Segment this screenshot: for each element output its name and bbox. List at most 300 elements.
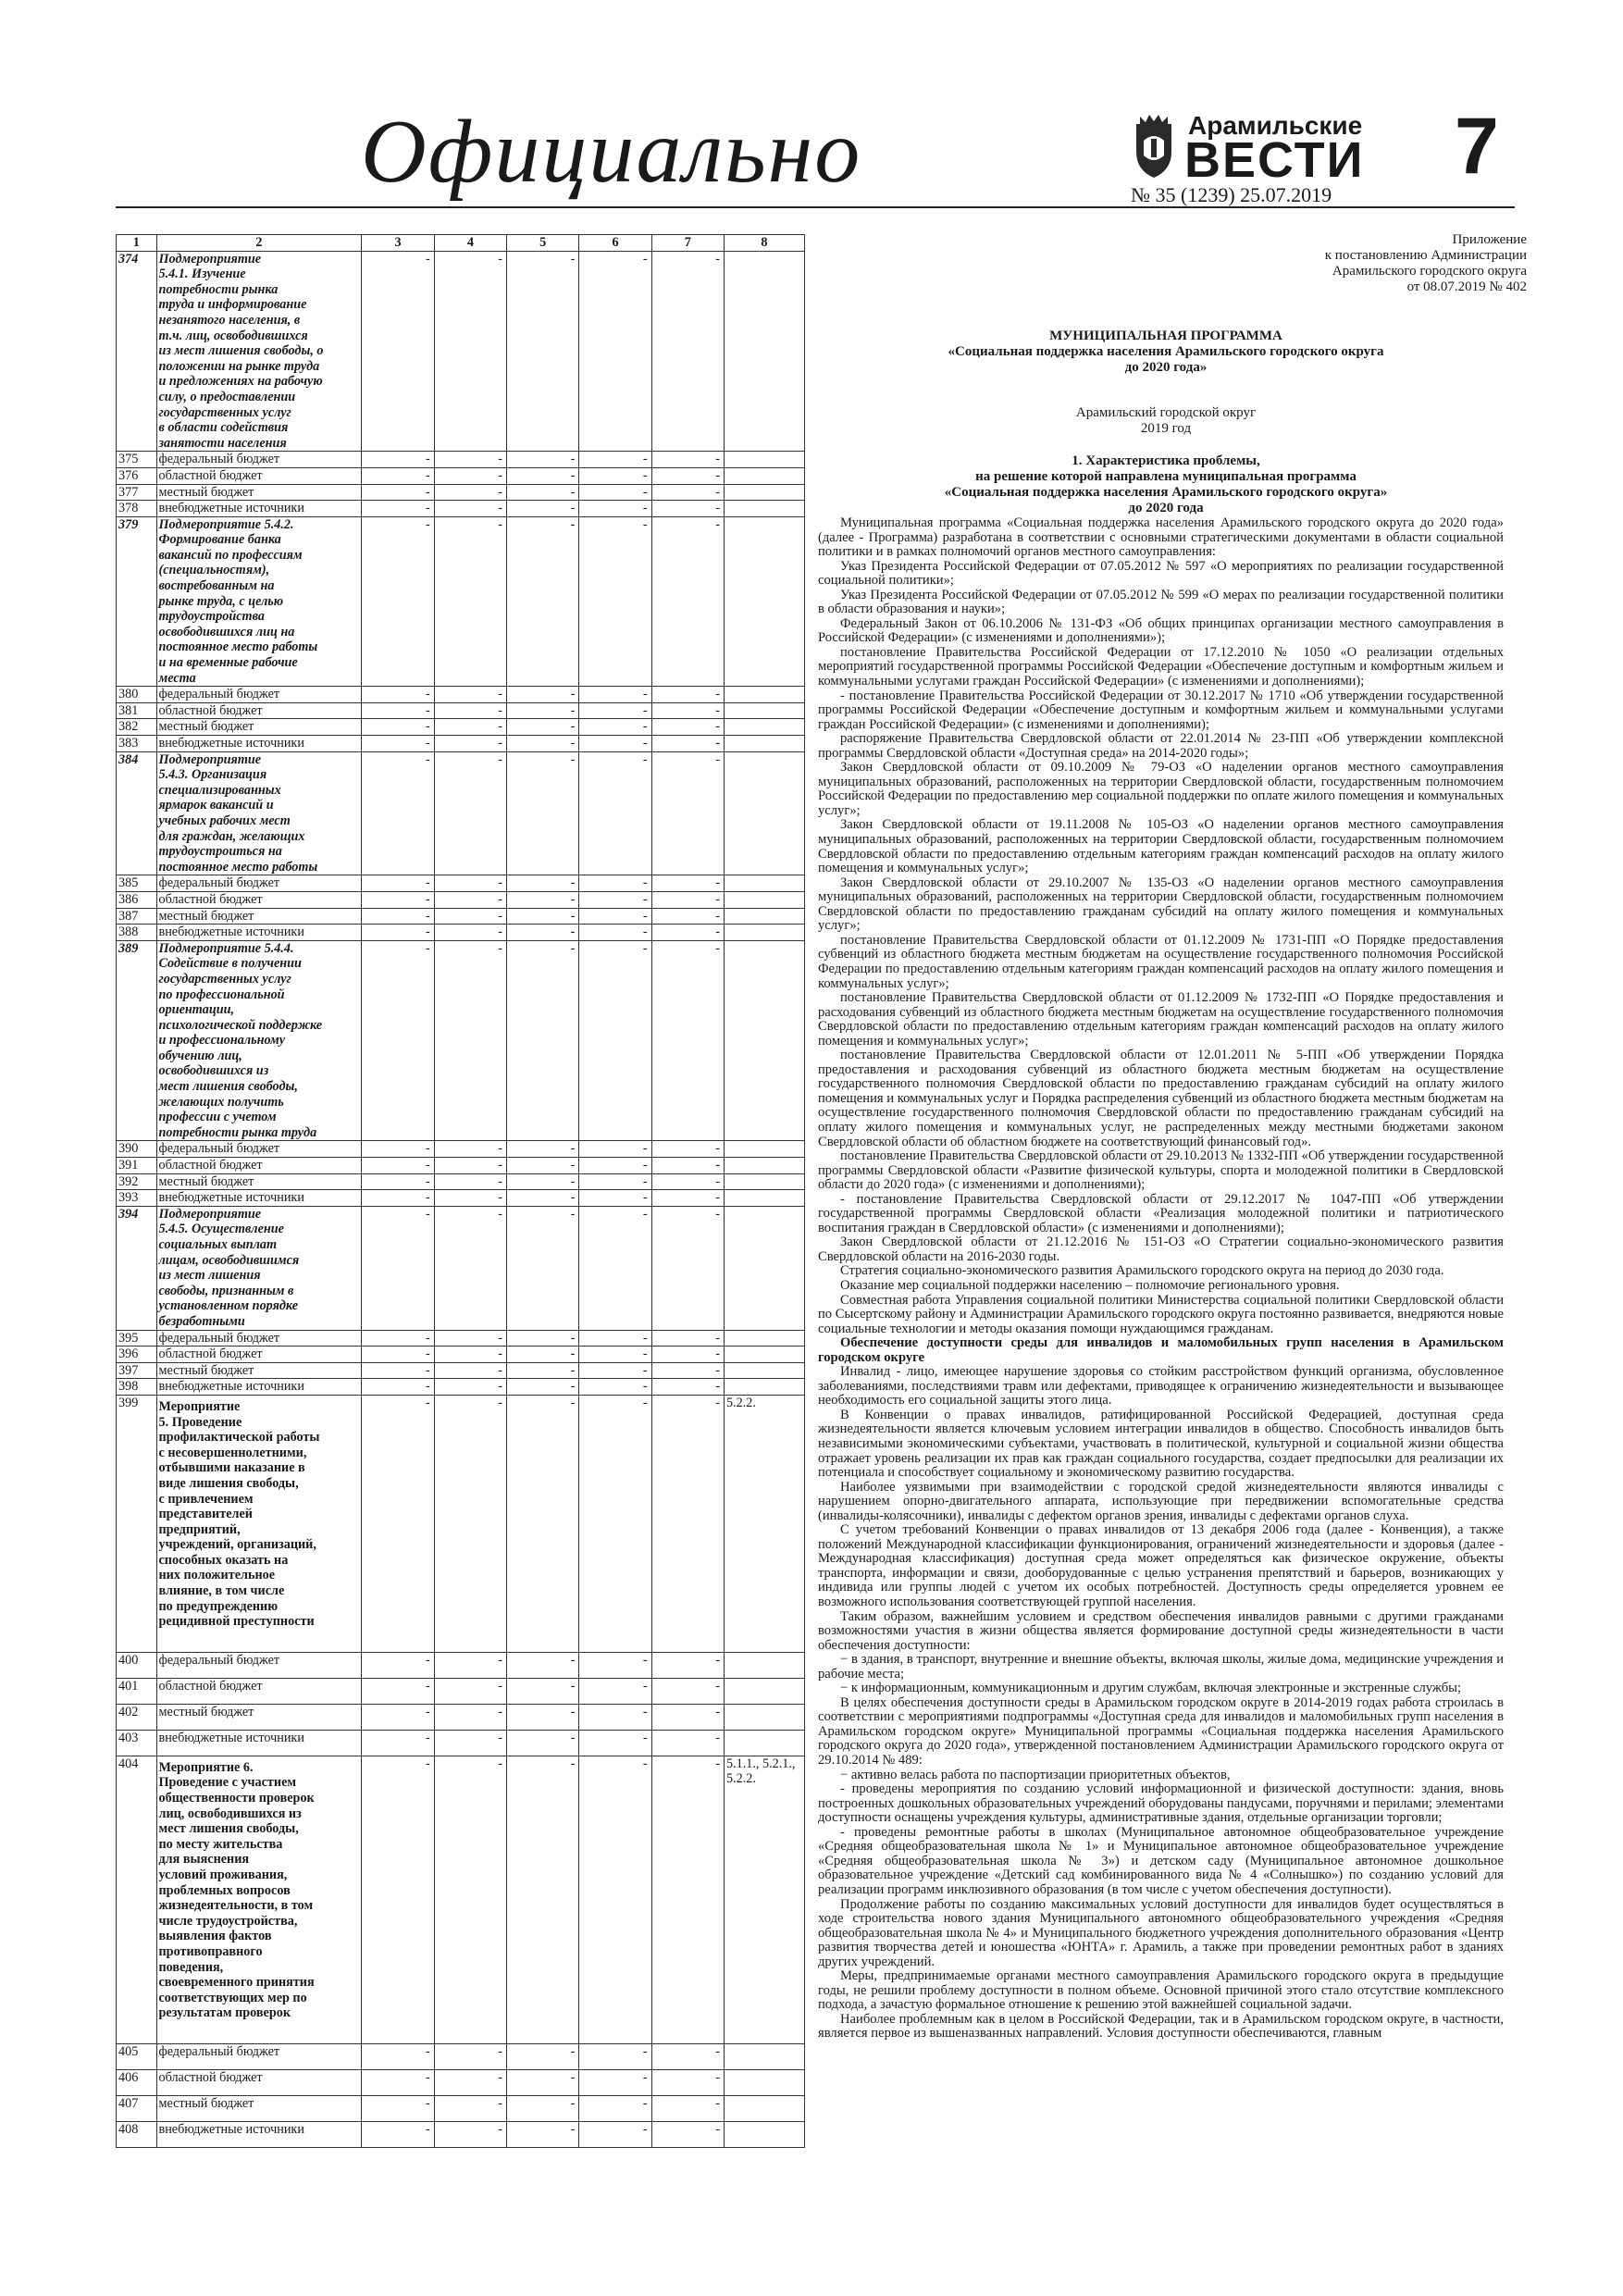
- row-name: федеральный бюджет: [156, 1330, 362, 1347]
- paragraph: Стратегия социально-экономического развития Арамильского городского округа на период до 2030 года.: [840, 1263, 1444, 1279]
- row-number: 401: [117, 1678, 157, 1704]
- value-cell: -: [579, 2043, 651, 2069]
- paragraph: Инвалид - лицо, имеющее нарушение здоровья со стойким расстройством функций организма, обусловленное заболеваниями, последствиями травм или дефектами, приводящее к ограничению жизнедеятельности и вызывающее необходимость его социальной защиты этого лица.: [818, 1364, 1504, 1409]
- target-ref-cell: [724, 1652, 804, 1678]
- value-cell: -: [362, 1756, 434, 2043]
- paragraph: распоряжение Правительства Свердловской области от 22.01.2014 № 23-ПП «Об утверждении комплексной программы Свердловской области «Доступная среда» на 2014-2020 годы»;: [818, 731, 1504, 761]
- value-cell: -: [579, 452, 651, 468]
- target-ref-cell: [724, 751, 804, 875]
- value-cell: -: [507, 1141, 579, 1158]
- table-row: [117, 1730, 805, 1756]
- value-cell: -: [579, 1704, 651, 1730]
- value-cell: -: [651, 1756, 724, 2043]
- program-title: МУНИЦИПАЛЬНАЯ ПРОГРАММА «Социальная поддержка населения Арамильского городского округа до 2020 года»: [948, 329, 1384, 375]
- row-name: Мероприятие 6. Проведение с участием общественности проверок лиц, освободившихся из мест лишения свободы, по месту жительства для выяснения условий проживания, проблемных вопросов жизнедеятельности, в том числе трудоустройства, выявления фактов противоправного поведения, своевременного принятия соответствующих мер по результатам проверок: [156, 1756, 362, 2043]
- row-number: 407: [117, 2095, 157, 2121]
- table-row: [117, 2043, 805, 2069]
- value-cell: -: [507, 1678, 579, 1704]
- value-cell: -: [507, 484, 579, 501]
- value-cell: -: [651, 1141, 724, 1158]
- table-row: [117, 251, 805, 452]
- newspaper-logo: [1131, 111, 1365, 188]
- paragraph: С учетом требований Конвенции о правах инвалидов от 13 декабря 2006 года (далее - Конвенция), а также положений Международной классификации функционирования, ограничений жизнедеятельности и здоровья (далее - Международная классификация) доступная среда может определяться как физическое окружение, объекты транспорта, информации и связи, дооборудованные с целью устранения препятствий и барьеров, возникающих у индивида или группы людей с учетом их особых потребностей. Доступность среды определяется уровнем ее возможного использования соответствующей группой населения.: [818, 1522, 1504, 1610]
- row-number: 382: [117, 719, 157, 736]
- value-cell: -: [651, 1678, 724, 1704]
- table-row: [117, 1678, 805, 1704]
- row-number: 396: [117, 1347, 157, 1363]
- value-cell: -: [507, 1704, 579, 1730]
- value-cell: -: [434, 1347, 506, 1363]
- value-cell: -: [579, 940, 651, 1141]
- target-ref-cell: [724, 1330, 804, 1347]
- target-ref-cell: [724, 251, 804, 452]
- paragraph: постановление Правительства Свердловской области от 12.01.2011 № 5-ПП «Об утверждении Порядка предоставления и расходования субвенций из областного бюджета местным бюджетам на осуществление государственного полномочия Свердловской области по предоставлению гражданам субсидий на оплату жилого помещения и коммунальных услуг и Порядка распределения субвенций из областного бюджета местным бюджетам на осуществление государственного полномочия Свердловской области по предоставлению гражданам субсидий на оплату жилого помещения и коммунальных услуг, не распределенных между местными бюджетами законом Свердловской области об областном бюджете на соответствующий финансовый год».: [818, 1048, 1504, 1149]
- value-cell: -: [434, 2069, 506, 2095]
- value-cell: -: [651, 452, 724, 468]
- target-ref-cell: [724, 1190, 804, 1207]
- target-ref-cell: [724, 2095, 804, 2121]
- row-name: областной бюджет: [156, 702, 362, 719]
- target-ref-cell: [724, 1730, 804, 1756]
- value-cell: -: [507, 908, 579, 925]
- value-cell: -: [362, 467, 434, 484]
- value-cell: -: [434, 751, 506, 875]
- value-cell: -: [579, 1330, 651, 1347]
- value-cell: -: [362, 484, 434, 501]
- row-name: местный бюджет: [156, 719, 362, 736]
- value-cell: -: [434, 2043, 506, 2069]
- value-cell: -: [651, 875, 724, 892]
- value-cell: -: [507, 2095, 579, 2121]
- row-name: федеральный бюджет: [156, 1141, 362, 1158]
- paragraph: Наиболее проблемным как в целом в Российской Федерации, так и в Арамильском городском округе, в частности, является первое из вышеназванных направлений. Условия доступности обеспечиваются, главным: [818, 2011, 1504, 2042]
- paragraph: − в здания, в транспорт, внутренние и внешние объекты, включая школы, жилые дома, медицинские учреждения и рабочие места;: [818, 1652, 1504, 1682]
- paragraph: Совместная работа Управления социальной политики Министерства социальной политики Свердловской области по Сысертскому району и Администрации Арамильского городского округа постоянно развивается, внедряются новые социальные технологии и методы оказания помощи нуждающимся гражданам.: [818, 1292, 1504, 1336]
- value-cell: -: [362, 2095, 434, 2121]
- value-cell: -: [362, 687, 434, 703]
- value-cell: -: [507, 875, 579, 892]
- value-cell: -: [507, 1652, 579, 1678]
- place-year: Арамильский городской округ 2019 год: [1075, 405, 1257, 436]
- value-cell: -: [434, 940, 506, 1141]
- row-number: 405: [117, 2043, 157, 2069]
- value-cell: -: [579, 484, 651, 501]
- value-cell: -: [651, 702, 724, 719]
- value-cell: -: [362, 751, 434, 875]
- page-number: 7: [1455, 102, 1499, 191]
- paragraph: Муниципальная программа «Социальная поддержка населения Арамильского городского округа до 2020 года» (далее - Программа) разработана в соответствии с основными стратегическими документами в области социальной политики и в рамках полномочий органов местного самоуправления:: [818, 515, 1504, 560]
- logo-main-text: ВЕСТИ: [1184, 132, 1365, 188]
- row-name: областной бюджет: [156, 1347, 362, 1363]
- value-cell: -: [362, 1206, 434, 1330]
- row-name: областной бюджет: [156, 891, 362, 908]
- row-name: Мероприятие 5. Проведение профилактической работы с несовершеннолетними, отбывшими наказание в виде лишения свободы, с привлечением представителей предприятий, учреждений, организаций, способных оказать на них положительное влияние, в том числе по предупреждению рецидивной преступности: [156, 1395, 362, 1652]
- value-cell: -: [579, 1756, 651, 2043]
- value-cell: -: [579, 2069, 651, 2095]
- table-header-row: [117, 235, 805, 252]
- value-cell: -: [507, 1347, 579, 1363]
- value-cell: -: [651, 1173, 724, 1190]
- value-cell: -: [651, 1362, 724, 1379]
- paragraph: постановление Правительства Свердловской области от 01.12.2009 № 1731-ПП «О Порядке предоставления субвенций из областного бюджета местным бюджетам на осуществление государственного полномочия Российской Федерации по предоставлению отдельным категориям граждан компенсаций расходов на оплату жилого помещения и коммунальных услуг»;: [818, 932, 1504, 991]
- target-ref-cell: [724, 736, 804, 752]
- value-cell: -: [579, 908, 651, 925]
- paragraph: постановление Правительства Свердловской области от 29.10.2013 № 1332-ПП «Об утверждении государственной программы Свердловской области «Развитие физической культуры, спорта и молодежной политики в Свердловской области до 2020 года» (с изменениями и дополнениями);: [818, 1148, 1504, 1193]
- target-ref-cell: [724, 702, 804, 719]
- value-cell: -: [507, 940, 579, 1141]
- table-row: [117, 1395, 805, 1652]
- value-cell: -: [579, 1347, 651, 1363]
- value-cell: -: [507, 2121, 579, 2147]
- paragraph: Оказание мер социальной поддержки населению – полномочие регионального уровня.: [840, 1277, 1340, 1293]
- value-cell: -: [507, 751, 579, 875]
- value-cell: -: [434, 516, 506, 687]
- table-row: [117, 1206, 805, 1330]
- target-ref-cell: [724, 687, 804, 703]
- row-name: Подмероприятие 5.4.4. Содействие в получении государственных услуг по профессиональной ориентации, психологической поддержке и профессиональному обучению лиц, освободившихся из мест лишения свободы, желающих получить профессии с учетом потребности рынка труда: [156, 940, 362, 1141]
- row-number: 375: [117, 452, 157, 468]
- value-cell: -: [579, 702, 651, 719]
- subsection-heading: Обеспечение доступности среды для инвалидов и маломобильных групп населения в Арамильском городском округе: [818, 1335, 1504, 1365]
- value-cell: -: [507, 1756, 579, 2043]
- value-cell: -: [579, 875, 651, 892]
- table-row: [117, 1756, 805, 2043]
- value-cell: -: [362, 702, 434, 719]
- column-header: 3: [362, 235, 434, 252]
- value-cell: -: [362, 1395, 434, 1652]
- value-cell: -: [651, 1190, 724, 1207]
- row-number: 394: [117, 1206, 157, 1330]
- value-cell: -: [434, 1158, 506, 1174]
- paragraph: постановление Правительства Свердловской области от 01.12.2009 № 1732-ПП «О Порядке предоставления и расходования субвенций из областного бюджета местным бюджетам на осуществление государственного полномочия Свердловской области по предоставлению отдельным категориям граждан компенсаций расходов на оплату жилого помещения и коммунальных услуг»;: [818, 990, 1504, 1049]
- row-name: федеральный бюджет: [156, 687, 362, 703]
- row-number: 392: [117, 1173, 157, 1190]
- value-cell: -: [434, 687, 506, 703]
- value-cell: -: [651, 719, 724, 736]
- table-row: [117, 719, 805, 736]
- value-cell: -: [434, 891, 506, 908]
- row-name: Подмероприятие 5.4.5. Осуществление социальных выплат лицам, освободившимся из мест лишения свободы, признанным в установленном порядке безработными: [156, 1206, 362, 1330]
- table-row: [117, 751, 805, 875]
- row-name: местный бюджет: [156, 484, 362, 501]
- value-cell: -: [579, 501, 651, 517]
- value-cell: -: [362, 2121, 434, 2147]
- row-name: федеральный бюджет: [156, 1652, 362, 1678]
- row-number: 376: [117, 467, 157, 484]
- table-row: [117, 1379, 805, 1396]
- row-name: внебюджетные источники: [156, 925, 362, 941]
- paragraph: Федеральный Закон от 06.10.2006 № 131-ФЗ «Об общих принципах организации местного самоуправления в Российской Федерации» (с изменениями и дополнениями»);: [818, 615, 1504, 646]
- paragraph: Закон Свердловской области от 09.10.2009 № 79-ОЗ «О наделении органов местного самоуправления муниципальных образований, расположенных на территории Свердловской области, государственным полномочием Российской Федерации по предоставлению мер социальной поддержки по оплате жилого помещения и коммунальных услуг»;: [818, 760, 1504, 818]
- target-ref-cell: [724, 484, 804, 501]
- target-ref-cell: [724, 452, 804, 468]
- table-row: [117, 2121, 805, 2147]
- table-row: [117, 1330, 805, 1347]
- target-ref-cell: [724, 1347, 804, 1363]
- value-cell: -: [507, 1379, 579, 1396]
- row-number: 403: [117, 1730, 157, 1756]
- row-number: 390: [117, 1141, 157, 1158]
- value-cell: -: [434, 1756, 506, 2043]
- value-cell: -: [651, 1158, 724, 1174]
- value-cell: -: [579, 1730, 651, 1756]
- paragraph: − к информационным, коммуникационным и другим службам, включая электронные и экстренные службы;: [840, 1681, 1462, 1696]
- row-number: 379: [117, 516, 157, 687]
- row-number: 387: [117, 908, 157, 925]
- table-row: [117, 908, 805, 925]
- column-header: 1: [117, 235, 157, 252]
- target-ref-cell: [724, 908, 804, 925]
- budget-table: [116, 234, 805, 2148]
- row-number: 384: [117, 751, 157, 875]
- value-cell: -: [507, 719, 579, 736]
- program-body-text: [818, 516, 1504, 2042]
- value-cell: -: [362, 940, 434, 1141]
- row-number: 393: [117, 1190, 157, 1207]
- target-ref-cell: 5.1.1., 5.2.1., 5.2.2.: [724, 1756, 804, 2043]
- value-cell: -: [362, 1379, 434, 1396]
- value-cell: -: [507, 516, 579, 687]
- value-cell: -: [651, 501, 724, 517]
- value-cell: -: [651, 2043, 724, 2069]
- value-cell: -: [434, 1379, 506, 1396]
- column-header: 7: [651, 235, 724, 252]
- table-row: [117, 1347, 805, 1363]
- value-cell: -: [434, 501, 506, 517]
- row-name: областной бюджет: [156, 467, 362, 484]
- row-name: Подмероприятие 5.4.3. Организация специализированных ярмарок вакансий и учебных рабочих мест для граждан, желающих трудоустроиться на постоянное место работы: [156, 751, 362, 875]
- value-cell: -: [362, 1158, 434, 1174]
- target-ref-cell: [724, 2121, 804, 2147]
- table-row: [117, 687, 805, 703]
- table-row: [117, 1141, 805, 1158]
- value-cell: -: [579, 1158, 651, 1174]
- row-name: внебюджетные источники: [156, 1730, 362, 1756]
- target-ref-cell: [724, 467, 804, 484]
- row-name: федеральный бюджет: [156, 875, 362, 892]
- value-cell: -: [362, 1190, 434, 1207]
- row-name: федеральный бюджет: [156, 2043, 362, 2069]
- table-row: [117, 467, 805, 484]
- target-ref-cell: 5.2.2.: [724, 1395, 804, 1652]
- value-cell: -: [434, 1678, 506, 1704]
- value-cell: -: [579, 687, 651, 703]
- value-cell: -: [362, 2069, 434, 2095]
- value-cell: -: [362, 1173, 434, 1190]
- value-cell: -: [362, 452, 434, 468]
- value-cell: -: [579, 2121, 651, 2147]
- column-header: 8: [724, 235, 804, 252]
- row-name: федеральный бюджет: [156, 452, 362, 468]
- value-cell: -: [362, 891, 434, 908]
- table-row: [117, 1190, 805, 1207]
- value-cell: -: [507, 1730, 579, 1756]
- value-cell: -: [434, 1704, 506, 1730]
- row-number: 383: [117, 736, 157, 752]
- value-cell: -: [362, 516, 434, 687]
- table-row: [117, 891, 805, 908]
- value-cell: -: [507, 1206, 579, 1330]
- value-cell: -: [362, 925, 434, 941]
- row-number: 391: [117, 1158, 157, 1174]
- paragraph: − активно велась работа по паспортизации приоритетных объектов,: [840, 1767, 1231, 1782]
- column-header: 6: [579, 235, 651, 252]
- value-cell: -: [434, 484, 506, 501]
- table-row: [117, 2095, 805, 2121]
- table-row: [117, 925, 805, 941]
- value-cell: -: [362, 1330, 434, 1347]
- target-ref-cell: [724, 1704, 804, 1730]
- row-number: 380: [117, 687, 157, 703]
- target-ref-cell: [724, 719, 804, 736]
- row-number: 404: [117, 1756, 157, 2043]
- value-cell: -: [651, 2095, 724, 2121]
- value-cell: -: [651, 2069, 724, 2095]
- table-row: [117, 484, 805, 501]
- value-cell: -: [434, 925, 506, 941]
- value-cell: -: [651, 908, 724, 925]
- row-number: 395: [117, 1330, 157, 1347]
- paragraph: Указ Президента Российской Федерации от 07.05.2012 № 597 «О мероприятиях по реализации государственной социальной политики»;: [818, 558, 1504, 589]
- row-name: Подмероприятие 5.4.1. Изучение потребности рынка труда и информирование незанятого населения, в т.ч. лиц, освободившихся из мест лишения свободы, о положении на рынке труда и предложениях на рабочую силу, о предоставлении государственных услуг в области содействия занятости населения: [156, 251, 362, 452]
- value-cell: -: [434, 2121, 506, 2147]
- row-number: 397: [117, 1362, 157, 1379]
- target-ref-cell: [724, 875, 804, 892]
- value-cell: -: [579, 1190, 651, 1207]
- row-name: местный бюджет: [156, 2095, 362, 2121]
- paragraph: Меры, предпринимаемые органами местного самоуправления Арамильского городского округа в предыдущие годы, не решили проблему доступности в полном объеме. Основной причиной этого стало отсутствие комплексного подхода, а зачастую формальное отношение к решению этой важнейшей социальной задачи.: [818, 1968, 1504, 2013]
- value-cell: -: [362, 1730, 434, 1756]
- row-name: местный бюджет: [156, 1704, 362, 1730]
- value-cell: -: [434, 467, 506, 484]
- value-cell: -: [651, 891, 724, 908]
- value-cell: -: [579, 1652, 651, 1678]
- column-header: 5: [507, 235, 579, 252]
- table-row: [117, 1652, 805, 1678]
- row-number: 377: [117, 484, 157, 501]
- row-number: 381: [117, 702, 157, 719]
- row-number: 406: [117, 2069, 157, 2095]
- value-cell: -: [434, 1730, 506, 1756]
- value-cell: -: [579, 1206, 651, 1330]
- value-cell: -: [362, 1362, 434, 1379]
- value-cell: -: [579, 925, 651, 941]
- target-ref-cell: [724, 891, 804, 908]
- logo-top-text: Арамильские: [1188, 111, 1363, 140]
- target-ref-cell: [724, 1379, 804, 1396]
- row-name: местный бюджет: [156, 908, 362, 925]
- target-ref-cell: [724, 501, 804, 517]
- value-cell: -: [507, 251, 579, 452]
- value-cell: -: [434, 1652, 506, 1678]
- value-cell: -: [434, 908, 506, 925]
- value-cell: -: [507, 925, 579, 941]
- target-ref-cell: [724, 2043, 804, 2069]
- coat-of-arms-icon: [1131, 113, 1177, 180]
- value-cell: -: [362, 719, 434, 736]
- value-cell: -: [362, 1347, 434, 1363]
- table-row: [117, 452, 805, 468]
- value-cell: -: [434, 251, 506, 452]
- value-cell: -: [651, 1330, 724, 1347]
- row-name: внебюджетные источники: [156, 736, 362, 752]
- row-number: 385: [117, 875, 157, 892]
- table-row: [117, 1173, 805, 1190]
- appendix-note: Приложение к постановлению Администрации Арамильского городского округа от 08.07.2019 № 402: [1324, 232, 1527, 294]
- value-cell: -: [651, 251, 724, 452]
- value-cell: -: [507, 702, 579, 719]
- value-cell: -: [651, 467, 724, 484]
- value-cell: -: [434, 1173, 506, 1190]
- value-cell: -: [579, 751, 651, 875]
- value-cell: -: [651, 484, 724, 501]
- value-cell: -: [434, 719, 506, 736]
- row-name: областной бюджет: [156, 2069, 362, 2095]
- paragraph: В целях обеспечения доступности среды в Арамильском городском округе в 2014-2019 годах работа строилась в соответствии с мероприятиями подпрограммы «Доступная среда для инвалидов и маломобильных групп населения в Арамильском городском округе» Муниципальной программы «Социальная поддержка населения Арамильского городского округа до 2020 года», утвержденной постановлением Администрации Арамильского городского округа от 29.10.2014 № 489:: [818, 1694, 1504, 1769]
- value-cell: -: [507, 1395, 579, 1652]
- value-cell: -: [362, 875, 434, 892]
- value-cell: -: [507, 501, 579, 517]
- target-ref-cell: [724, 1206, 804, 1330]
- value-cell: -: [579, 1678, 651, 1704]
- value-cell: -: [507, 687, 579, 703]
- value-cell: -: [434, 1190, 506, 1207]
- row-name: внебюджетные источники: [156, 1379, 362, 1396]
- value-cell: -: [507, 1362, 579, 1379]
- target-ref-cell: [724, 925, 804, 941]
- value-cell: -: [579, 719, 651, 736]
- value-cell: -: [362, 2043, 434, 2069]
- value-cell: -: [507, 452, 579, 468]
- paragraph: Указ Президента Российской Федерации от 07.05.2012 № 599 «О мерах по реализации государственной политики в области образования и науки»;: [818, 587, 1504, 617]
- value-cell: -: [434, 702, 506, 719]
- value-cell: -: [651, 1652, 724, 1678]
- value-cell: -: [434, 1206, 506, 1330]
- value-cell: -: [507, 467, 579, 484]
- target-ref-cell: [724, 1173, 804, 1190]
- value-cell: -: [434, 452, 506, 468]
- row-name: местный бюджет: [156, 1362, 362, 1379]
- value-cell: -: [579, 891, 651, 908]
- table-row: [117, 1362, 805, 1379]
- row-number: 378: [117, 501, 157, 517]
- value-cell: -: [651, 2121, 724, 2147]
- row-name: внебюджетные источники: [156, 2121, 362, 2147]
- value-cell: -: [507, 1330, 579, 1347]
- value-cell: -: [579, 736, 651, 752]
- row-number: 374: [117, 251, 157, 452]
- value-cell: -: [434, 1141, 506, 1158]
- paragraph: Продолжение работы по созданию максимальных условий доступности для инвалидов будет осуществляться в ходе строительства нового здания Муниципального автономного общеобразовательного учреждения «Средняя общеобразовательная школа № 4» и Муниципального бюджетного учреждения дополнительного образования «Центр развития творчества детей и юношества «ЮНТА» г. Арамиль, а также при проведении ремонтных работ в зданиях других учреждений.: [818, 1896, 1504, 1969]
- paragraph: - проведены мероприятия по созданию условий информационной и физической доступности: здания, вновь построенных дошкольных образовательных учреждений оборудованы пандусами, поручнями и перилами; элементами доступности оснащены учреждения культуры, административные здания, отдельные организации торговли;: [818, 1781, 1504, 1826]
- table-row: [117, 940, 805, 1141]
- value-cell: -: [362, 1141, 434, 1158]
- value-cell: -: [579, 467, 651, 484]
- row-number: 389: [117, 940, 157, 1141]
- value-cell: -: [362, 1678, 434, 1704]
- paragraph: - проведены ремонтные работы в школах (Муниципальное автономное общеобразовательное учреждение «Средняя общеобразовательная школа № 1» и Муниципальное автономное общеобразовательное учреждение «Средняя общеобразовательная школа № 3») и детском саду (Муниципальное автономное дошкольное образовательное учреждение «Детский сад комбинированного вида № 4 «Солнышко») по созданию условий для реализации программ инклюзивного образования (в том числе с учетом обеспечения доступности).: [818, 1824, 1504, 1897]
- value-cell: -: [579, 1379, 651, 1396]
- value-cell: -: [507, 1158, 579, 1174]
- value-cell: -: [362, 736, 434, 752]
- value-cell: -: [434, 736, 506, 752]
- target-ref-cell: [724, 1141, 804, 1158]
- issue-number: № 35 (1239) 25.07.2019: [1131, 183, 1332, 206]
- value-cell: -: [362, 251, 434, 452]
- paragraph: постановление Правительства Российской Федерации от 17.12.2010 № 1050 «О реализации отдельных мероприятий государственной программы Российской Федерации «Обеспечение доступным и комфортным жильем и коммунальными услугами граждан Российской Федерации» (с изменениями и дополнениями);: [818, 644, 1504, 689]
- row-name: Подмероприятие 5.4.2. Формирование банка вакансий по профессиям (специальностям), востребованным на рынке труда, с целью трудоустройства освободившихся лиц на постоянное место работы и на временные рабочие места: [156, 516, 362, 687]
- value-cell: -: [651, 736, 724, 752]
